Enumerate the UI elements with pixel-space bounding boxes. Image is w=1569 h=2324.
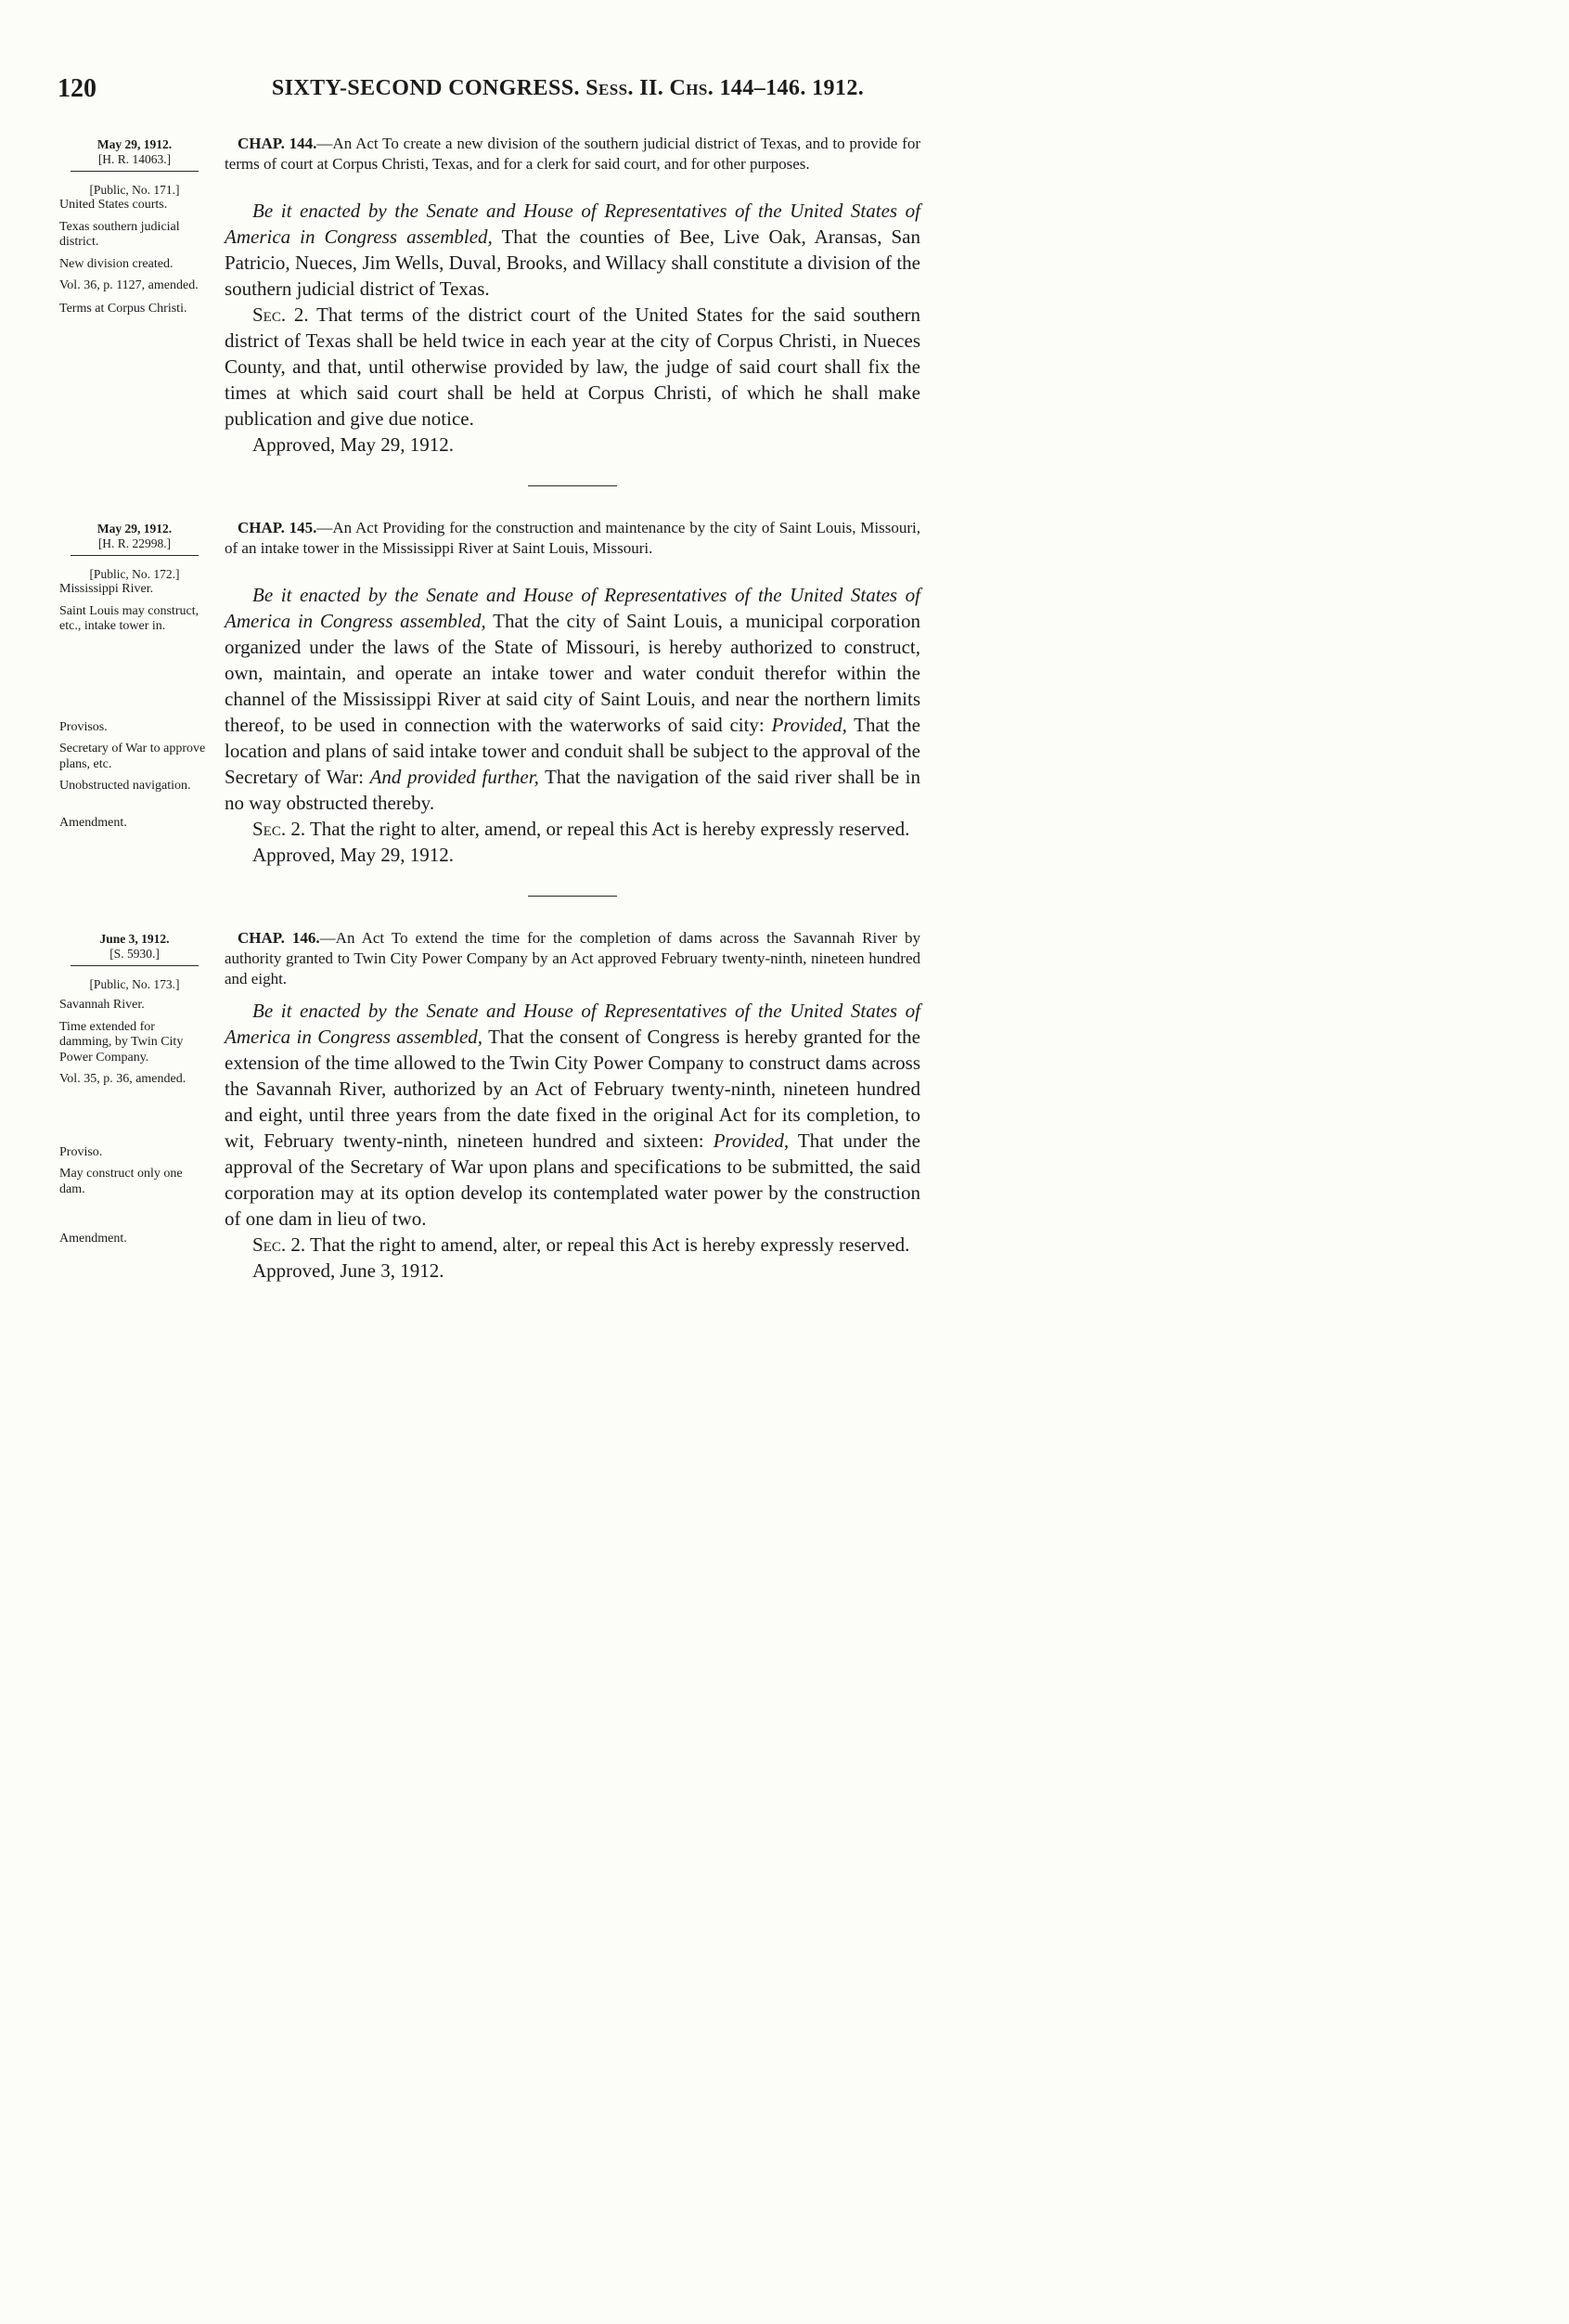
chapter-label: CHAP. 145. [238, 519, 317, 536]
sidenote: United States courts. [59, 198, 168, 212]
headnote-bill-number: [H. R. 22998.] [97, 536, 172, 550]
sidenote-column [58, 582, 225, 801]
statute-body-row [58, 1232, 920, 1284]
sidenote: Provisos. [59, 719, 108, 734]
page-content [58, 74, 920, 1284]
sidenote-column [58, 198, 225, 301]
headnote-bill-number: [S. 5930.] [109, 947, 160, 961]
chapter-title-text: —An Act To extend the time for the completion of dams across the Savannah River by authority granted to Twin City Power Company by an Act approved February twenty-ninth, nineteen hundred and eight. [225, 929, 920, 988]
body-text: That the location and plans of said intake tower and conduit shall be subject to the approval of the Secretary of War: [225, 714, 920, 788]
headnote-bill-number: [H. R. 14063.] [97, 152, 172, 166]
page-number: 120 [58, 74, 96, 103]
sidenote-column [58, 816, 225, 838]
sidenote: Amendment. [59, 816, 127, 830]
headnote-rule [71, 965, 199, 966]
body-text: That the navigation of the said river shall be in no way obstructed thereby. [225, 766, 921, 814]
statute-heading-row [58, 134, 920, 198]
chapter-label: CHAP. 144. [238, 135, 317, 152]
headnote-public-number: [Public, No. 173.] [89, 977, 180, 991]
divider-row [58, 485, 920, 486]
chapter-heading [225, 134, 920, 174]
sidenote: Mississippi River. [59, 582, 154, 596]
sidenote: Amendment. [59, 1232, 127, 1246]
statute-headnote [58, 134, 225, 198]
sidenote: Terms at Corpus Christi. [59, 302, 187, 316]
sidenote-column [58, 1232, 225, 1254]
headnote-public-number: [Public, No. 171.] [89, 183, 180, 197]
sidenote-column [58, 998, 225, 1204]
sidenote: Saint Louis may construct, etc., intake tower in. [59, 603, 199, 633]
section-2-paragraph [225, 1232, 920, 1258]
enacting-clause: Be it enacted by the Senate and House of Representatives of the United States of America in Congress assembled, [225, 584, 920, 632]
sidenote: Proviso. [59, 1144, 103, 1159]
sidenote: Texas southern judicial district. [59, 219, 180, 249]
body-text: That the right to alter, amend, or repeal this Act is hereby expressly reserved. [305, 818, 910, 840]
statute-body-row [58, 198, 920, 302]
headnote-date: May 29, 1912. [96, 137, 173, 151]
enacting-clause: Be it enacted by the Senate and House of Representatives of the United States of America in Congress assembled, [225, 1000, 920, 1048]
statute-headnote [58, 518, 225, 582]
enacting-paragraph [225, 198, 920, 302]
approved-line: Approved, June 3, 1912. [252, 1259, 444, 1282]
section-label: Sec. 2. [252, 303, 309, 326]
body-text: That the consent of Congress is hereby granted for the extension of the time allowed to the Twin City Power Company to construct dams across the Savannah River, authorized by an Act of February twenty-ninth, nineteen hundred and eight, until three years from the date fixed in the original Act for its completion, to wit, February twenty-ninth, nineteen hundred and sixteen: [225, 1026, 920, 1152]
body-text: That the city of Saint Louis, a municipal corporation organized under the laws of the State of Missouri, is hereby authorized to construct, own, maintain, and operate an intake tower and water conduit therefor within the channel of the Mississippi River at said city of Saint Louis, and near the northern limits thereof, to be used in connection with the waterworks of said city: [225, 610, 920, 736]
statute-heading-row [58, 928, 920, 998]
section-2-paragraph [225, 302, 920, 432]
statute-chap-144 [58, 134, 920, 458]
statute-heading-row [58, 518, 920, 582]
headnote-date: May 29, 1912. [96, 522, 173, 536]
enacting-paragraph [225, 582, 920, 816]
sidenote: Savannah River. [59, 998, 145, 1012]
sidenote: Vol. 35, p. 36, amended. [59, 1072, 186, 1086]
statute-body-row [58, 816, 920, 868]
statute-chap-146 [58, 928, 920, 1284]
body-text: That the right to amend, alter, or repeal this Act is hereby expressly reserved. [305, 1233, 910, 1256]
chapter-heading [225, 518, 920, 559]
statute-headnote [58, 928, 225, 992]
body-text: That the counties of Bee, Live Oak, Aransas, San Patricio, Nueces, Jim Wells, Duval, Brooks, and Willacy shall constitute a division of the southern judicial district of Texas. [225, 226, 920, 300]
running-head [58, 74, 920, 110]
divider-row [58, 896, 920, 897]
headnote-date: June 3, 1912. [99, 932, 170, 946]
sidenote: Vol. 36, p. 1127, amended. [59, 278, 199, 292]
section-divider [528, 896, 617, 897]
chapter-label: CHAP. 146. [238, 929, 320, 947]
sidenote-column [58, 302, 225, 324]
sidenote: Secretary of War to approve plans, etc. [59, 742, 206, 771]
body-text: That terms of the district court of the United States for the said southern district of Texas shall be held twice in each year at the city of Corpus Christi, in Nueces County, and that, until otherwise provided by law, the judge of said court shall fix the times at which said court shall be held at Corpus Christi, of which he shall make publication and give due notice. [225, 303, 920, 430]
enacting-clause: Be it enacted by the Senate and House of Representatives of the United States of America in Congress assembled, [225, 200, 920, 248]
section-divider [528, 485, 617, 486]
statute-body-row [58, 582, 920, 816]
page-header-title: SIXTY-SECOND CONGRESS. Sess. II. Chs. 144–146. 1912. [271, 76, 865, 100]
headnote-rule [71, 171, 199, 172]
sidenote: Time extended for damming, by Twin City Power Company. [59, 1019, 184, 1065]
headnote-rule [71, 555, 199, 556]
enacting-paragraph [225, 998, 920, 1232]
chapter-heading [225, 928, 920, 989]
headnote-public-number: [Public, No. 172.] [89, 567, 180, 581]
sidenote: New division created. [59, 256, 174, 271]
approved-line: Approved, May 29, 1912. [252, 433, 454, 456]
statute-body-row [58, 302, 920, 458]
section-label: Sec. 2. [252, 818, 306, 840]
body-text: That under the approval of the Secretary of War upon plans and specifications to be submitted, the said corporation may at its option develop its contemplated water power by the construction of one dam in lieu of two. [225, 1130, 921, 1230]
statute-chap-145 [58, 518, 920, 868]
section-2-paragraph [225, 816, 920, 842]
statute-body-row [58, 998, 920, 1232]
proviso-label: Provided, [713, 1130, 790, 1152]
section-label: Sec. 2. [252, 1233, 306, 1256]
sidenote: May construct only one dam. [59, 1167, 183, 1196]
approved-line: Approved, May 29, 1912. [252, 844, 454, 866]
proviso-label: Provided, [771, 714, 847, 736]
proviso-label: And provided further, [369, 766, 539, 788]
sidenote: Unobstructed navigation. [59, 779, 191, 793]
chapter-title-text: —An Act To create a new division of the southern judicial district of Texas, and to provide for terms of court at Corpus Christi, Texas, and for a clerk for said court, and for other purposes. [225, 135, 920, 173]
chapter-title-text: —An Act Providing for the construction and maintenance by the city of Saint Louis, Missouri, of an intake tower in the Mississippi River at Saint Louis, Missouri. [225, 519, 920, 557]
